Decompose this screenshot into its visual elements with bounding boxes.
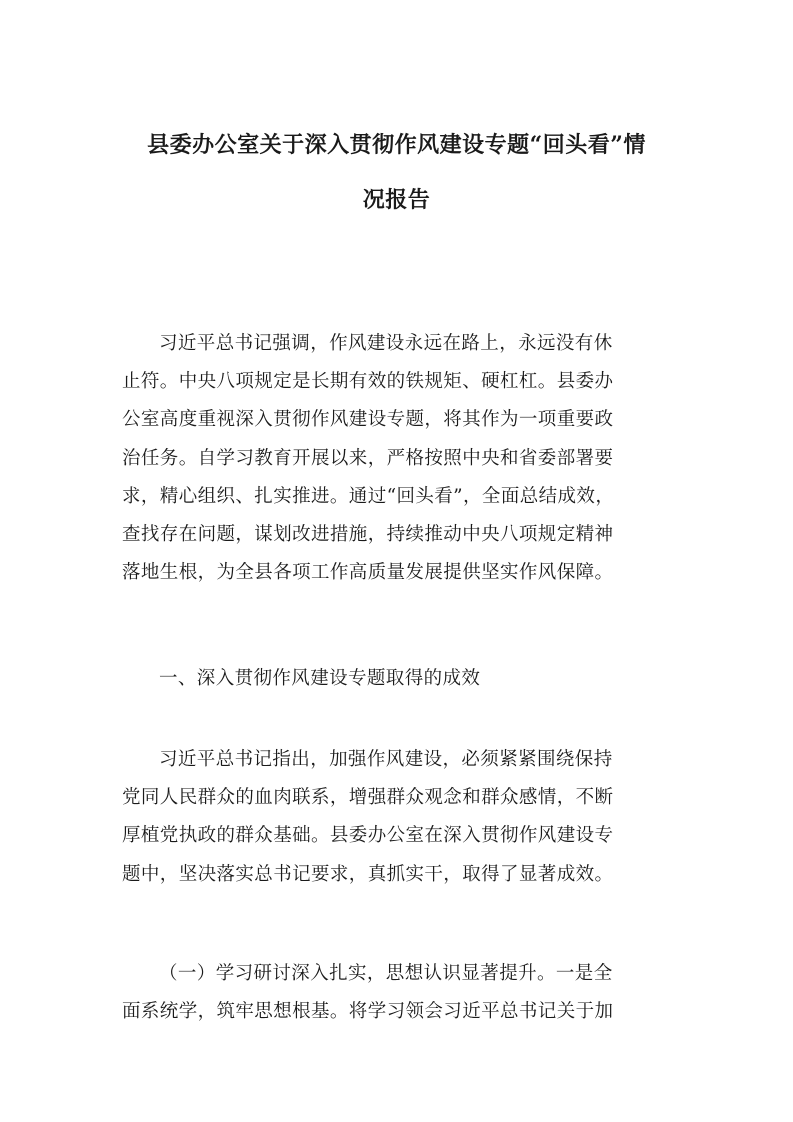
paragraph-intro	[122, 325, 673, 592]
text-line: 习近平总书记强调，作风建设永远在路上，永远没有休	[159, 333, 613, 354]
title-line-1: 县委办公室关于深入贯彻作风建设专题“回头看”情	[147, 132, 646, 158]
title-line-2: 况报告	[362, 187, 431, 213]
text-line: 公室高度重视深入贯彻作风建设专题，将其作为一项重要政	[122, 409, 614, 431]
text-line: 习近平总书记指出，加强作风建设，必须紧紧围绕保持	[159, 749, 613, 770]
text-line: 题中，坚决落实总书记要求，真抓实干，取得了显著成效。	[122, 863, 614, 885]
text-line: 止符。中央八项规定是长期有效的铁规矩、硬杠杠。县委办	[122, 371, 614, 393]
text-line: 查找存在问题，谋划改进措施，持续推动中央八项规定精神	[122, 524, 614, 546]
paragraph-achievements	[122, 741, 673, 894]
document-title	[100, 118, 693, 228]
text-line: 党同人民群众的血肉联系，增强群众观念和群众感情，不断	[122, 787, 614, 809]
text-line: 落地生根，为全县各项工作高质量发展提供坚实作风保障。	[122, 562, 614, 584]
text-line: 厚植党执政的群众基础。县委办公室在深入贯彻作风建设专	[122, 825, 614, 847]
heading-text: 一、深入贯彻作风建设专题取得的成效	[159, 668, 481, 689]
text-line: 面系统学，筑牢思想根基。将学习领会习近平总书记关于加	[122, 1001, 614, 1023]
section-heading-1	[122, 660, 673, 698]
text-line: （一）学习研讨深入扎实，思想认识显著提升。一是全	[159, 963, 613, 984]
text-line: 求，精心组织、扎实推进。通过“回头看”，全面总结成效，	[122, 485, 615, 507]
paragraph-study	[122, 955, 673, 1031]
text-line: 治任务。自学习教育开展以来，严格按照中央和省委部署要	[122, 447, 614, 469]
